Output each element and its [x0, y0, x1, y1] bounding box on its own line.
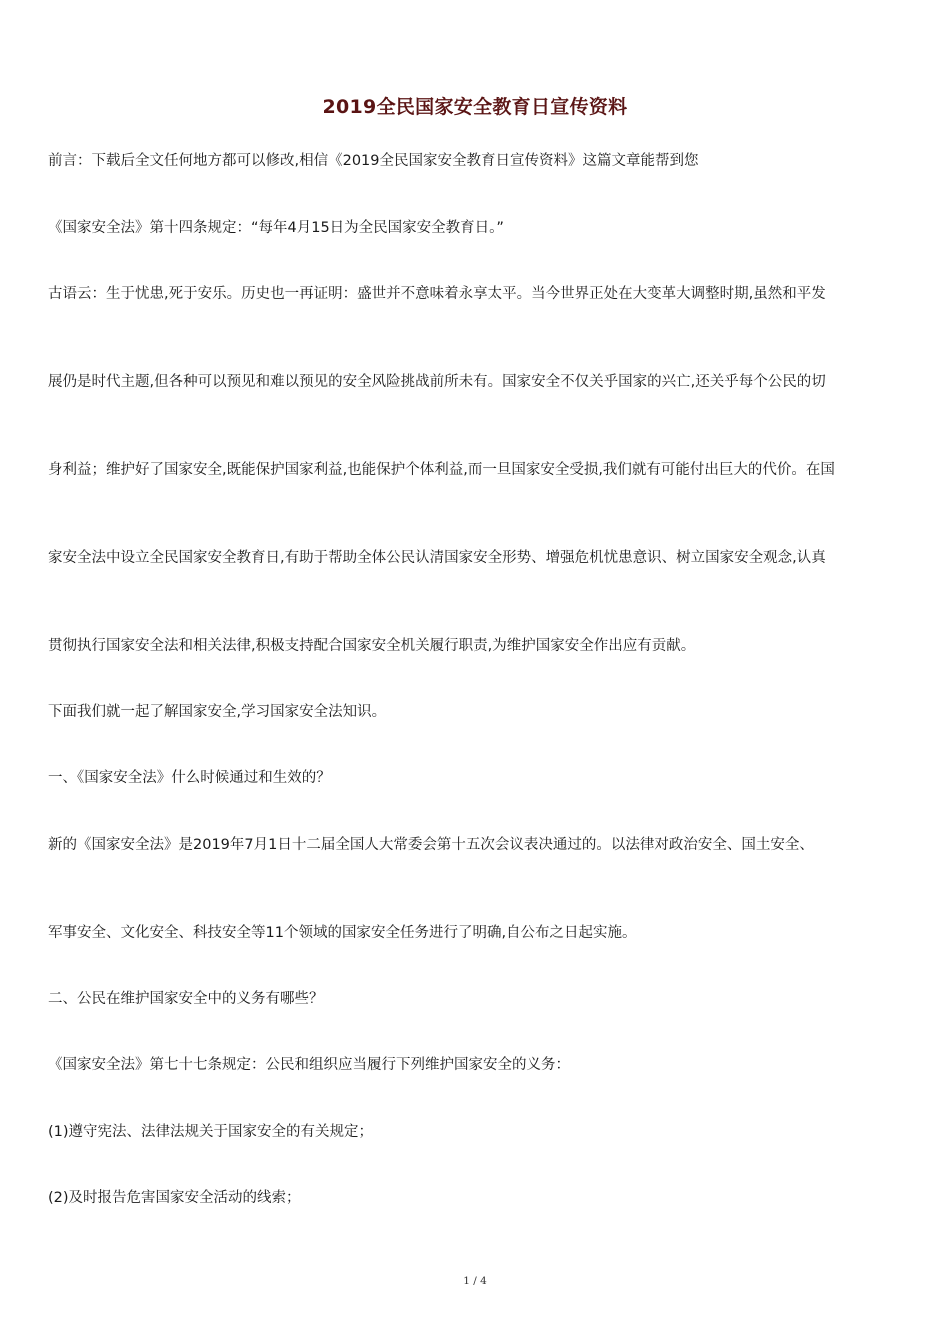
question-heading: 一、《国家安全法》什么时候通过和生效的？: [48, 770, 331, 786]
preface-text: 前言：下载后全文任何地方都可以修改,相信《2019全民国家安全教育日宣传资料》这篇文章能帮到您: [48, 153, 699, 169]
law-quote: 《国家安全法》第十四条规定：“每年4月15日为全民国家安全教育日。”: [48, 220, 504, 236]
answer-line: 新的《国家安全法》是2019年7月1日十二届全国人大常委会第十五次会议表决通过的。以法律对政治安全、国土安全、: [48, 837, 814, 853]
answer-intro: 《国家安全法》第七十七条规定：公民和组织应当履行下列维护国家安全的义务：: [48, 1057, 570, 1073]
intro-line: 身利益；维护好了国家安全,既能保护国家利益,也能保护个体利益,而一旦国家安全受损,我们就有可能付出巨大的代价。在国: [48, 462, 835, 478]
intro-line: 贯彻执行国家安全法和相关法律,积极支持配合国家安全机关履行职责,为维护国家安全作出应有贡献。: [48, 638, 696, 654]
lead-in-text: 下面我们就一起了解国家安全,学习国家安全法知识。: [48, 704, 387, 720]
intro-line: 家安全法中设立全民国家安全教育日,有助于帮助全体公民认清国家安全形势、增强危机忧患意识、树立国家安全观念,认真: [48, 550, 826, 566]
answer-line: 军事安全、文化安全、科技安全等11个领域的国家安全任务进行了明确,自公布之日起实施。: [48, 925, 637, 941]
page-number: 1 / 4: [463, 1275, 487, 1287]
document-title: 2019全民国家安全教育日宣传资料: [322, 96, 628, 118]
list-item: (1)遵守宪法、法律法规关于国家安全的有关规定；: [48, 1124, 374, 1140]
intro-line: 展仍是时代主题,但各种可以预见和难以预见的安全风险挑战前所未有。国家安全不仅关乎国家的兴亡,还关乎每个公民的切: [48, 374, 826, 390]
list-item: (2)及时报告危害国家安全活动的线索；: [48, 1190, 301, 1206]
intro-line: 古语云：生于忧患,死于安乐。历史也一再证明：盛世并不意味着永享太平。当今世界正处在大变革大调整时期,虽然和平发: [48, 286, 826, 302]
question-heading: 二、公民在维护国家安全中的义务有哪些？: [48, 991, 324, 1007]
